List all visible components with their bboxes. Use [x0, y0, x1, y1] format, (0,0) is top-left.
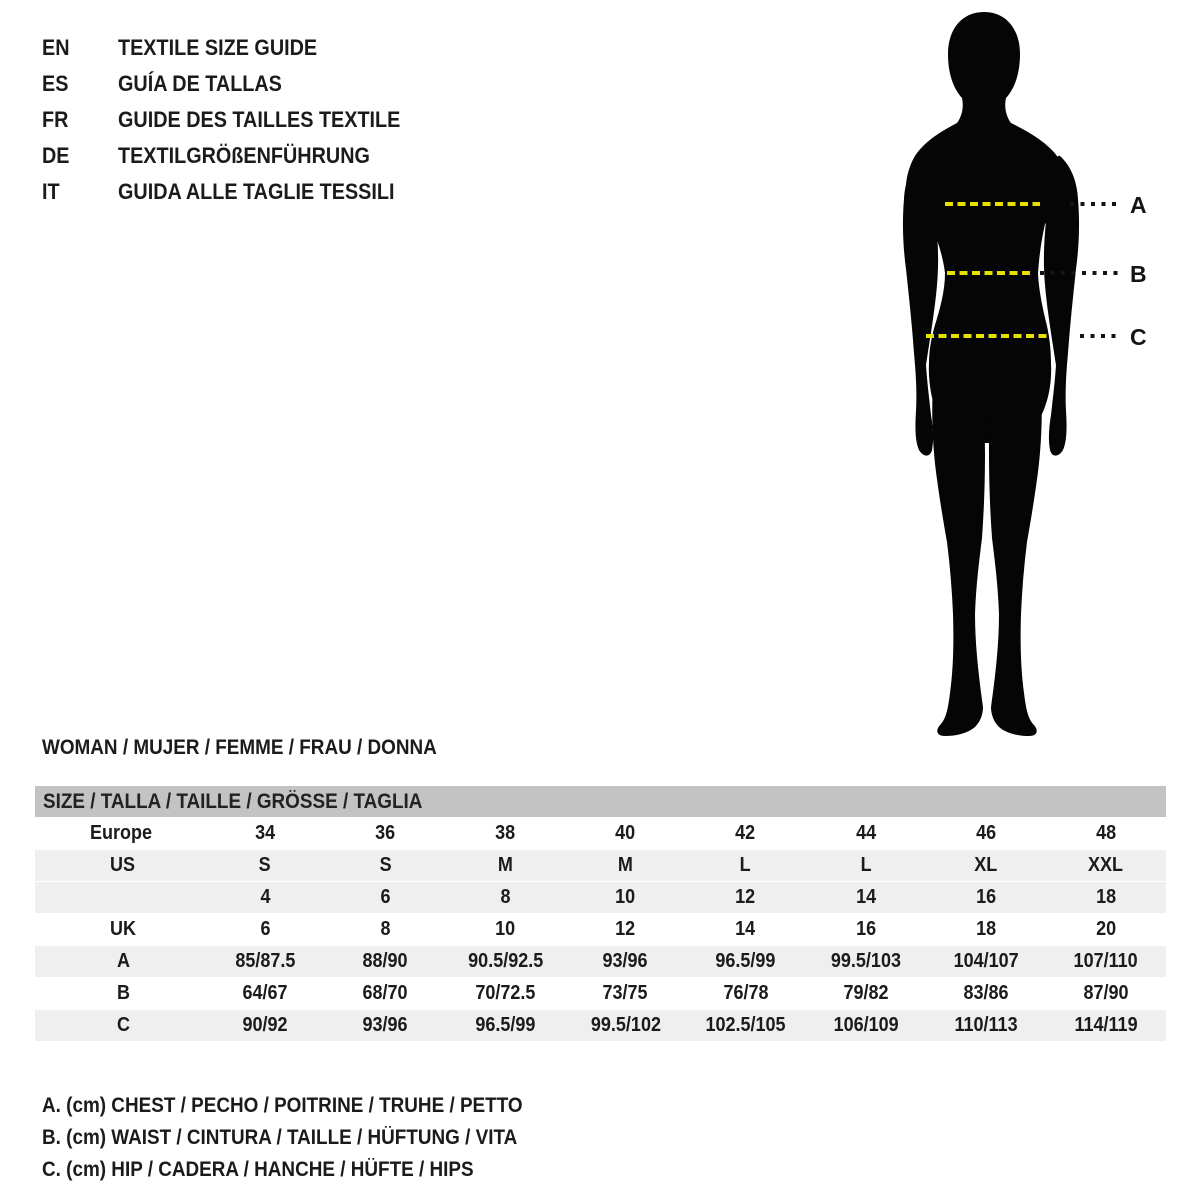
- size-cell: 16: [975, 886, 996, 908]
- silhouette-right-leg: [989, 368, 1042, 736]
- chest-dotted-line: [1070, 202, 1122, 206]
- language-code: IT: [42, 179, 60, 204]
- language-row: [42, 138, 432, 174]
- table-row: [35, 1010, 1166, 1041]
- size-cell: 20: [1095, 918, 1116, 940]
- size-cell: 99.5/103: [830, 950, 901, 972]
- legend-hip-text: C. (cm) HIP / CADERA / HANCHE / HÜFTE / HIPS: [42, 1158, 474, 1181]
- size-cell: 14: [735, 918, 756, 940]
- language-title: TEXTILE SIZE GUIDE: [118, 35, 318, 60]
- size-cell: 68/70: [362, 982, 408, 1004]
- size-cell: 96.5/99: [475, 1014, 536, 1036]
- size-cell: 14: [855, 886, 876, 908]
- size-cell: 85/87.5: [235, 950, 296, 972]
- size-cell: S: [379, 854, 392, 876]
- size-table: [35, 786, 1166, 1042]
- size-cell: 93/96: [362, 1014, 408, 1036]
- size-cell: 64/67: [242, 982, 288, 1004]
- size-cell: 36: [375, 822, 396, 844]
- size-table-header: [35, 786, 1166, 817]
- size-cell: 40: [615, 822, 636, 844]
- table-row: [35, 978, 1166, 1009]
- legend-line-hip: [42, 1154, 576, 1186]
- chest-letter: A: [1130, 192, 1147, 218]
- size-cell: 83/86: [963, 982, 1009, 1004]
- size-table-header-text: SIZE / TALLA / TAILLE / GRÖSSE / TAGLIA: [43, 790, 423, 813]
- size-cell: 99.5/102: [590, 1014, 661, 1036]
- size-cell: 6: [380, 886, 391, 908]
- size-cell: 76/78: [723, 982, 769, 1004]
- size-table-rows: [35, 818, 1166, 1041]
- size-cell: 46: [975, 822, 996, 844]
- size-cell: 106/109: [833, 1014, 899, 1036]
- language-title: GUIDA ALLE TAGLIE TESSILI: [118, 179, 395, 204]
- size-cell: 110/113: [954, 1014, 1018, 1036]
- table-row: [35, 882, 1166, 913]
- size-cell: 96.5/99: [715, 950, 776, 972]
- size-cell: 87/90: [1083, 982, 1129, 1004]
- size-cell: XXL: [1088, 854, 1124, 876]
- size-cell: 6: [260, 918, 271, 940]
- size-cell: L: [860, 854, 872, 876]
- gender-heading: [42, 736, 481, 760]
- size-cell: 44: [855, 822, 876, 844]
- size-cell: 10: [495, 918, 516, 940]
- size-cell: L: [740, 854, 752, 876]
- language-code: FR: [42, 107, 69, 132]
- legend-chest-text: A. (cm) CHEST / PECHO / POITRINE / TRUHE / PETTO: [42, 1094, 523, 1117]
- language-code: EN: [42, 35, 70, 60]
- waist-dotted-line: [1040, 271, 1122, 275]
- language-title: GUÍA DE TALLAS: [118, 71, 282, 96]
- size-cell: 73/75: [602, 982, 648, 1004]
- size-cell: 18: [1095, 886, 1116, 908]
- size-cell: M: [497, 854, 513, 876]
- legend-line-waist: [42, 1122, 576, 1154]
- size-cell: 10: [615, 886, 636, 908]
- language-row: [42, 174, 432, 210]
- size-cell: 70/72.5: [475, 982, 536, 1004]
- size-cell: 90/92: [242, 1014, 288, 1036]
- size-cell: 12: [735, 886, 756, 908]
- hip-dotted-line: [1080, 334, 1122, 338]
- language-list: [42, 30, 432, 210]
- size-cell: 114/119: [1074, 1014, 1138, 1036]
- size-cell: 8: [380, 918, 391, 940]
- row-label: [35, 882, 205, 913]
- waist-dash-line: [947, 271, 1032, 275]
- measure-line-chest: [900, 192, 1170, 218]
- table-row: [35, 946, 1166, 977]
- table-row: [35, 914, 1166, 945]
- waist-letter: B: [1130, 261, 1147, 287]
- size-cell: 102.5/105: [705, 1014, 786, 1036]
- row-label: A: [116, 950, 130, 972]
- size-cell: 104/107: [953, 950, 1019, 972]
- legend-waist-text: B. (cm) WAIST / CINTURA / TAILLE / HÜFTUNG / VITA: [42, 1126, 518, 1149]
- woman-silhouette-figure: [890, 10, 1090, 740]
- size-cell: S: [259, 854, 272, 876]
- table-row: [35, 818, 1166, 849]
- size-cell: 16: [855, 918, 876, 940]
- size-cell: XL: [974, 854, 998, 876]
- language-code: ES: [42, 71, 69, 96]
- row-label: B: [116, 982, 130, 1004]
- language-row: [42, 30, 432, 66]
- row-label: UK: [109, 918, 136, 940]
- row-label: Europe: [89, 822, 152, 844]
- size-cell: 93/96: [602, 950, 648, 972]
- size-cell: 90.5/92.5: [467, 950, 543, 972]
- language-row: [42, 102, 432, 138]
- language-title: GUIDE DES TAILLES TEXTILE: [118, 107, 401, 132]
- size-cell: 42: [735, 822, 756, 844]
- woman-silhouette-icon: [890, 10, 1090, 740]
- size-cell: 79/82: [843, 982, 889, 1004]
- size-cell: 38: [495, 822, 516, 844]
- hip-dash-line: [926, 334, 1047, 338]
- language-code: DE: [42, 143, 70, 168]
- measure-line-hip: [900, 324, 1170, 350]
- size-cell: 34: [255, 822, 276, 844]
- legend-line-chest: [42, 1090, 576, 1122]
- size-cell: 4: [260, 886, 271, 908]
- row-label: US: [110, 854, 136, 876]
- gender-heading-text: WOMAN / MUJER / FEMME / FRAU / DONNA: [42, 736, 437, 759]
- language-title: TEXTILGRÖßENFÜHRUNG: [118, 143, 370, 168]
- size-cell: M: [617, 854, 633, 876]
- table-row: [35, 850, 1166, 881]
- size-cell: 48: [1095, 822, 1116, 844]
- size-cell: 88/90: [362, 950, 408, 972]
- chest-dash-line: [945, 202, 1040, 206]
- row-label: C: [116, 1014, 130, 1036]
- size-cell: 18: [975, 918, 996, 940]
- measure-line-waist: [900, 261, 1170, 287]
- size-cell: 8: [500, 886, 511, 908]
- hip-letter: C: [1130, 324, 1147, 350]
- language-row: [42, 66, 432, 102]
- size-cell: 12: [615, 918, 636, 940]
- silhouette-left-leg: [932, 368, 985, 736]
- size-cell: 107/110: [1073, 950, 1138, 972]
- measure-legend: [42, 1090, 576, 1186]
